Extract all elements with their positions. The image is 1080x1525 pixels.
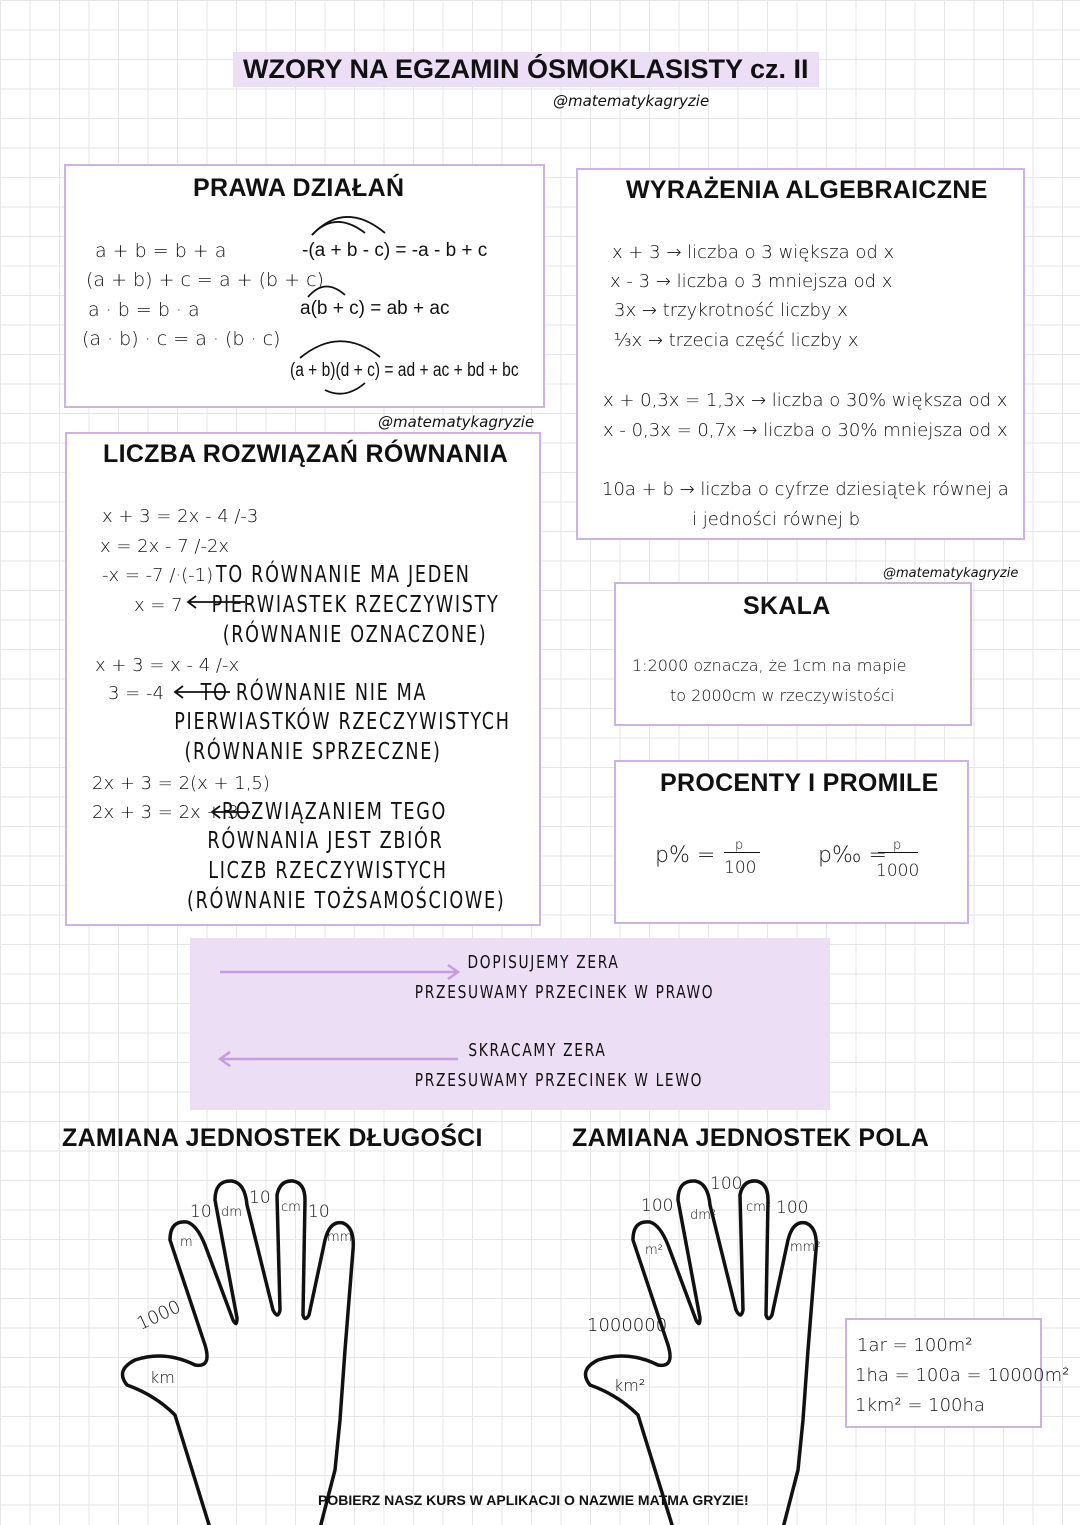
- rownania-title: LICZBA ROZWIĄZAŃ RÓWNANIA: [103, 440, 509, 468]
- line: to 2000cm w rzeczywistości: [670, 686, 895, 705]
- wyrazenia-title: WYRAŻENIA ALGEBRAICZNE: [626, 176, 988, 204]
- line: x = 2x - 7 /-2x: [100, 536, 230, 557]
- line: 1km² = 100ha: [855, 1395, 985, 1416]
- distribution-arrows: [290, 205, 440, 400]
- line: -x = -7 /·(-1): [102, 565, 214, 586]
- fraction-bar: [878, 852, 918, 853]
- hand-drawing: [578, 1170, 838, 1525]
- footer-text: POBIERZ NASZ KURS W APLIKACJI O NAZWIE MATMA GRYZIE!: [318, 1492, 749, 1508]
- watermark: @matematykagryzie: [553, 92, 710, 110]
- formula: (a + b)(d + c) = ad + ac + bd + bc: [290, 360, 519, 381]
- note: PIERWIASTKÓW RZECZYWISTYCH: [174, 709, 511, 735]
- line: 2x + 3 = 2x + 3: [92, 802, 239, 823]
- formula: a · b = b · a: [88, 299, 200, 321]
- unit-mm2: mm²: [790, 1240, 821, 1255]
- formula: a + b = b + a: [95, 240, 227, 262]
- line: i jedności równej b: [692, 509, 861, 530]
- line: x - 3 → liczba o 3 mniejsza od x: [610, 271, 893, 292]
- factor: 10: [308, 1202, 330, 1222]
- unit-km2: km²: [614, 1376, 646, 1395]
- denominator: 1000: [876, 861, 920, 881]
- line: 3x → trzykrotność liczby x: [614, 300, 848, 321]
- fraction-bar: [724, 852, 760, 853]
- percent-formula: p% =: [655, 843, 716, 868]
- unit-mm: mm: [327, 1230, 353, 1245]
- formula: -(a + b - c) = -a - b + c: [302, 240, 488, 261]
- line: 2x + 3 = 2(x + 1,5): [92, 773, 270, 794]
- note: (RÓWNANIE OZNACZONE): [222, 622, 488, 648]
- factor: 1000: [133, 1296, 185, 1335]
- factor: 100: [641, 1196, 674, 1216]
- note: TO RÓWNANIE NIE MA: [200, 680, 428, 706]
- watermark: @matematykagryzie: [883, 566, 1019, 581]
- factor: 100: [710, 1174, 743, 1194]
- note: TO RÓWNANIE MA JEDEN: [215, 562, 471, 588]
- denominator: 100: [724, 858, 757, 878]
- skala-title: SKALA: [743, 592, 831, 620]
- hand-drawing: [115, 1170, 375, 1525]
- line: x + 3 → liczba o 3 większa od x: [612, 242, 895, 263]
- line: 10a + b → liczba o cyfrze dziesiątek równej a: [602, 479, 1009, 500]
- line: 1ar = 100m²: [857, 1335, 973, 1356]
- line: x + 0,3x = 1,3x → liczba o 30% większa od x: [603, 390, 1008, 411]
- note: (RÓWNANIE SPRZECZNE): [184, 739, 442, 765]
- line: SKRACAMY ZERA: [468, 1040, 607, 1061]
- unit-km: km: [150, 1368, 175, 1387]
- note: PIERWIASTEK RZECZYWISTY: [211, 592, 500, 618]
- factor: 100: [776, 1198, 809, 1218]
- factor: 1000000: [587, 1315, 668, 1336]
- promil-formula: p‰ =: [818, 843, 887, 868]
- formula: (a + b) + c = a + (b + c): [86, 269, 324, 291]
- line: PRZESUWAMY PRZECINEK W LEWO: [414, 1070, 704, 1091]
- note: LICZB RZECZYWISTYCH: [208, 858, 448, 884]
- unit-cm: cm: [281, 1200, 301, 1215]
- direction-arrows: [215, 960, 465, 1070]
- line: x - 0,3x = 0,7x → liczba o 30% mniejsza od x: [603, 420, 1008, 441]
- note: (RÓWNANIE TOŻSAMOŚCIOWE): [187, 888, 506, 914]
- page-title: WZORY NA EGZAMIN ÓSMOKLASISTY cz. II: [233, 52, 819, 87]
- line: 3 = -4: [108, 683, 164, 704]
- numerator: p: [735, 838, 744, 853]
- unit-m: m: [180, 1235, 193, 1250]
- dlugosc-title: ZAMIANA JEDNOSTEK DŁUGOŚCI: [62, 1124, 483, 1152]
- line: PRZESUWAMY PRZECINEK W PRAWO: [414, 982, 715, 1003]
- line: 1ha = 100a = 10000m²: [855, 1365, 1070, 1386]
- line: ⅓x → trzecia część liczby x: [614, 330, 859, 351]
- note: RÓWNANIA JEST ZBIÓR: [207, 828, 444, 854]
- unit-cm2: cm²: [746, 1200, 772, 1215]
- factor: 10: [190, 1202, 212, 1222]
- formula: a(b + c) = ab + ac: [300, 298, 450, 319]
- formula: (a · b) · c = a · (b · c): [82, 328, 281, 350]
- prawa-dzialan-title: PRAWA DZIAŁAŃ: [193, 174, 405, 202]
- procenty-title: PROCENTY I PROMILE: [660, 769, 939, 797]
- factor: 10: [249, 1188, 271, 1208]
- line: x + 3 = 2x - 4 /-3: [102, 506, 259, 527]
- unit-dm2: dm²: [690, 1208, 717, 1223]
- note: ROZWIĄZANIEM TEGO: [221, 799, 448, 825]
- watermark: @matematykagryzie: [378, 413, 535, 431]
- unit-m2: m²: [645, 1243, 663, 1258]
- line: DOPISUJEMY ZERA: [467, 952, 620, 973]
- line: 1:2000 oznacza, że 1cm na mapie: [632, 656, 907, 675]
- line: x + 3 = x - 4 /-x: [95, 655, 240, 676]
- line: x = 7: [134, 595, 183, 616]
- unit-dm: dm: [221, 1205, 242, 1220]
- pole-title: ZAMIANA JEDNOSTEK POLA: [572, 1124, 930, 1152]
- numerator: p: [893, 838, 902, 853]
